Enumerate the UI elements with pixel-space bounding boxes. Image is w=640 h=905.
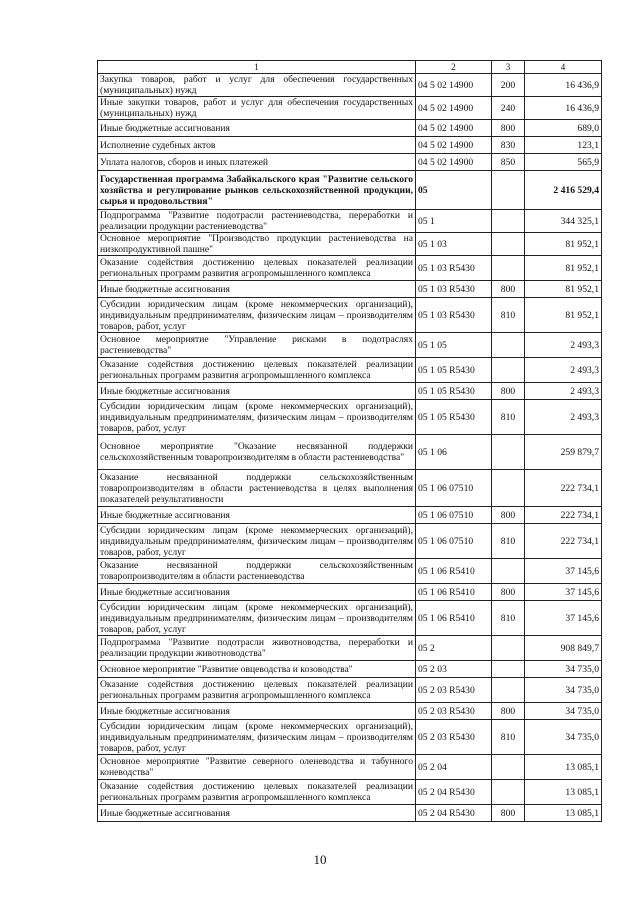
- row-expense-type-cell: 810: [492, 720, 525, 755]
- row-amount-cell: 13 085,1: [525, 805, 602, 822]
- row-amount-cell: 2 493,3: [525, 358, 602, 383]
- row-name-cell: Уплата налогов, сборов и иных платежей: [98, 154, 416, 171]
- row-code-cell: 05 1 03 R5430: [416, 281, 492, 298]
- row-code-cell: 05 2 03: [416, 661, 492, 678]
- row-expense-type-cell: [492, 210, 525, 233]
- row-expense-type-cell: 800: [492, 281, 525, 298]
- row-expense-type-cell: [492, 333, 525, 358]
- row-amount-cell: 689,0: [525, 120, 602, 137]
- row-code-cell: 05 2: [416, 636, 492, 661]
- column-number-3: 3: [492, 61, 525, 74]
- row-expense-type-cell: 800: [492, 703, 525, 720]
- row-name-cell: Иные бюджетные ассигнования: [98, 703, 416, 720]
- row-expense-type-cell: [492, 171, 525, 210]
- row-name-cell: Субсидии юридическим лицам (кроме некоммерческих организаций), индивидуальным предпринимателям, физическим лицам – производителям товаров, работ, услуг: [98, 524, 416, 559]
- row-code-cell: 05 2 04 R5430: [416, 780, 492, 805]
- row-name-cell: Основное мероприятие "Развитие овцеводства и козоводства": [98, 661, 416, 678]
- table-row: [98, 333, 602, 358]
- row-expense-type-cell: 800: [492, 584, 525, 601]
- row-code-cell: 05 2 03 R5430: [416, 720, 492, 755]
- row-amount-cell: 2 493,3: [525, 400, 602, 435]
- row-code-cell: 05 1 06 R5410: [416, 584, 492, 601]
- row-expense-type-cell: 830: [492, 137, 525, 154]
- row-amount-cell: 13 085,1: [525, 780, 602, 805]
- row-code-cell: 05 1: [416, 210, 492, 233]
- column-number-2: 2: [416, 61, 492, 74]
- row-name-cell: Оказание несвязанной поддержки сельскохозяйственным товаропроизводителям в области растениеводства в целях выполнения показателей результативности: [98, 470, 416, 507]
- row-name-cell: Основное мероприятие "Развитие северного оленеводства и табунного коневодства": [98, 755, 416, 780]
- table-row: [98, 400, 602, 435]
- row-code-cell: 05 1 03 R5430: [416, 256, 492, 281]
- row-name-cell: Подпрограмма "Развитие подотрасли животноводства, переработки и реализации продукции животноводства": [98, 636, 416, 661]
- row-expense-type-cell: [492, 755, 525, 780]
- row-name-cell: Исполнение судебных актов: [98, 137, 416, 154]
- table-row: [98, 703, 602, 720]
- row-code-cell: 05 1 06 07510: [416, 507, 492, 524]
- table-row: [98, 507, 602, 524]
- table-row: [98, 524, 602, 559]
- row-expense-type-cell: 810: [492, 400, 525, 435]
- row-expense-type-cell: [492, 678, 525, 703]
- row-code-cell: 05 2 03 R5430: [416, 703, 492, 720]
- table-row: [98, 720, 602, 755]
- table-row: [98, 137, 602, 154]
- row-amount-cell: 37 145,6: [525, 559, 602, 584]
- row-code-cell: 04 5 02 14900: [416, 137, 492, 154]
- table-row: [98, 584, 602, 601]
- table-row: [98, 97, 602, 120]
- table-row: [98, 233, 602, 256]
- row-amount-cell: 2 493,3: [525, 333, 602, 358]
- row-amount-cell: 222 734,1: [525, 507, 602, 524]
- row-expense-type-cell: 200: [492, 74, 525, 97]
- page-number: 10: [313, 852, 327, 867]
- row-amount-cell: 16 436,9: [525, 74, 602, 97]
- row-name-cell: Иные бюджетные ассигнования: [98, 805, 416, 822]
- row-code-cell: 05 2 03 R5430: [416, 678, 492, 703]
- row-expense-type-cell: 800: [492, 383, 525, 400]
- row-amount-cell: 37 145,6: [525, 584, 602, 601]
- row-amount-cell: 222 734,1: [525, 524, 602, 559]
- row-amount-cell: 2 416 529,4: [525, 171, 602, 210]
- row-name-cell: Закупка товаров, работ и услуг для обеспечения государственных (муниципальных) нужд: [98, 74, 416, 97]
- table-row: [98, 256, 602, 281]
- row-code-cell: 05 1 06: [416, 435, 492, 470]
- row-code-cell: 05 1 03 R5430: [416, 298, 492, 333]
- table-row: [98, 780, 602, 805]
- table-row: [98, 661, 602, 678]
- row-amount-cell: 81 952,1: [525, 281, 602, 298]
- row-name-cell: Субсидии юридическим лицам (кроме некоммерческих организаций), индивидуальным предпринимателям, физическим лицам – производителям товаров, работ, услуг: [98, 298, 416, 333]
- row-expense-type-cell: [492, 470, 525, 507]
- row-name-cell: Оказание содействия достижению целевых показателей реализации региональных программ развития агропромышленного комплекса: [98, 256, 416, 281]
- row-name-cell: Основное мероприятие "Производство продукции растениеводства на низкопродуктивной пашне": [98, 233, 416, 256]
- column-number-4: 4: [525, 61, 602, 74]
- column-number-row: [98, 61, 602, 74]
- row-expense-type-cell: 810: [492, 601, 525, 636]
- row-name-cell: Основное мероприятие "Управление рисками в подотраслях растениеводства": [98, 333, 416, 358]
- row-amount-cell: 2 493,3: [525, 383, 602, 400]
- table-row: [98, 636, 602, 661]
- row-expense-type-cell: 240: [492, 97, 525, 120]
- row-name-cell: Оказание несвязанной поддержки сельскохозяйственным товаропроизводителям в области растениеводства: [98, 559, 416, 584]
- table-row: [98, 435, 602, 470]
- row-amount-cell: 34 735,0: [525, 720, 602, 755]
- row-amount-cell: 34 735,0: [525, 661, 602, 678]
- row-code-cell: 05 1 03: [416, 233, 492, 256]
- row-expense-type-cell: [492, 233, 525, 256]
- row-name-cell: Оказание содействия достижению целевых показателей реализации региональных программ развития агропромышленного комплекса: [98, 358, 416, 383]
- row-amount-cell: 222 734,1: [525, 470, 602, 507]
- row-name-cell: Иные закупки товаров, работ и услуг для обеспечения государственных (муниципальных) нужд: [98, 97, 416, 120]
- row-amount-cell: 81 952,1: [525, 298, 602, 333]
- row-amount-cell: 565,9: [525, 154, 602, 171]
- row-expense-type-cell: 810: [492, 298, 525, 333]
- table-row: [98, 358, 602, 383]
- row-code-cell: 05 1 06 R5410: [416, 559, 492, 584]
- row-amount-cell: 16 436,9: [525, 97, 602, 120]
- row-amount-cell: 259 879,7: [525, 435, 602, 470]
- row-code-cell: 04 5 02 14900: [416, 120, 492, 137]
- table-row: [98, 470, 602, 507]
- row-code-cell: 05 1 05 R5430: [416, 358, 492, 383]
- row-name-cell: Государственная программа Забайкальского края "Развитие сельского хозяйства и регулирование рынков сельскохозяйственной продукции, сырья и продовольствия": [98, 171, 416, 210]
- table-row: [98, 74, 602, 97]
- table-row: [98, 210, 602, 233]
- row-code-cell: 04 5 02 14900: [416, 154, 492, 171]
- row-amount-cell: 81 952,1: [525, 233, 602, 256]
- column-number-1: 1: [98, 61, 416, 74]
- table-row: [98, 559, 602, 584]
- table-row: [98, 383, 602, 400]
- row-expense-type-cell: 800: [492, 120, 525, 137]
- row-code-cell: 05 1 06 07510: [416, 470, 492, 507]
- row-amount-cell: 34 735,0: [525, 678, 602, 703]
- row-code-cell: 05 1 05: [416, 333, 492, 358]
- row-code-cell: 05 1 06 R5410: [416, 601, 492, 636]
- row-name-cell: Субсидии юридическим лицам (кроме некоммерческих организаций), индивидуальным предпринимателям, физическим лицам – производителям товаров, работ, услуг: [98, 601, 416, 636]
- row-amount-cell: 344 325,1: [525, 210, 602, 233]
- row-name-cell: Иные бюджетные ассигнования: [98, 120, 416, 137]
- table-row: [98, 281, 602, 298]
- table-row: [98, 120, 602, 137]
- table-row: [98, 601, 602, 636]
- row-name-cell: Подпрограмма "Развитие подотрасли растениеводства, переработки и реализации продукции растениеводства": [98, 210, 416, 233]
- row-amount-cell: 34 735,0: [525, 703, 602, 720]
- row-code-cell: 04 5 02 14900: [416, 74, 492, 97]
- row-name-cell: Иные бюджетные ассигнования: [98, 584, 416, 601]
- row-expense-type-cell: [492, 256, 525, 281]
- row-amount-cell: 37 145,6: [525, 601, 602, 636]
- row-expense-type-cell: [492, 435, 525, 470]
- row-expense-type-cell: 810: [492, 524, 525, 559]
- table-row: [98, 678, 602, 703]
- table-row: [98, 805, 602, 822]
- row-name-cell: Иные бюджетные ассигнования: [98, 383, 416, 400]
- row-expense-type-cell: 800: [492, 507, 525, 524]
- row-amount-cell: 123,1: [525, 137, 602, 154]
- row-code-cell: 05 2 04: [416, 755, 492, 780]
- row-expense-type-cell: [492, 780, 525, 805]
- budget-sheet: [97, 60, 601, 822]
- row-code-cell: 05 2 04 R5430: [416, 805, 492, 822]
- table-row: [98, 154, 602, 171]
- row-code-cell: 05 1 05 R5430: [416, 383, 492, 400]
- row-code-cell: 05 1 05 R5430: [416, 400, 492, 435]
- table-row: [98, 755, 602, 780]
- row-expense-type-cell: [492, 661, 525, 678]
- budget-table: [97, 60, 602, 822]
- row-name-cell: Оказание содействия достижению целевых показателей реализации региональных программ развития агропромышленного комплекса: [98, 678, 416, 703]
- row-expense-type-cell: [492, 636, 525, 661]
- row-amount-cell: 13 085,1: [525, 755, 602, 780]
- budget-table-body: [98, 61, 602, 822]
- row-expense-type-cell: [492, 358, 525, 383]
- row-expense-type-cell: 850: [492, 154, 525, 171]
- row-expense-type-cell: 800: [492, 805, 525, 822]
- row-code-cell: 05 1 06 07510: [416, 524, 492, 559]
- row-name-cell: Оказание содействия достижению целевых показателей реализации региональных программ развития агропромышленного комплекса: [98, 780, 416, 805]
- row-name-cell: Субсидии юридическим лицам (кроме некоммерческих организаций), индивидуальным предпринимателям, физическим лицам – производителям товаров, работ, услуг: [98, 400, 416, 435]
- row-name-cell: Основное мероприятие "Оказание несвязанной поддержки сельскохозяйственным товаропроизводителям в области растениеводства": [98, 435, 416, 470]
- table-row: [98, 171, 602, 210]
- row-code-cell: 04 5 02 14900: [416, 97, 492, 120]
- row-amount-cell: 908 849,7: [525, 636, 602, 661]
- row-code-cell: 05: [416, 171, 492, 210]
- row-amount-cell: 81 952,1: [525, 256, 602, 281]
- row-name-cell: Иные бюджетные ассигнования: [98, 507, 416, 524]
- row-expense-type-cell: [492, 559, 525, 584]
- row-name-cell: Иные бюджетные ассигнования: [98, 281, 416, 298]
- table-row: [98, 298, 602, 333]
- row-name-cell: Субсидии юридическим лицам (кроме некоммерческих организаций), индивидуальным предпринимателям, физическим лицам – производителям товаров, работ, услуг: [98, 720, 416, 755]
